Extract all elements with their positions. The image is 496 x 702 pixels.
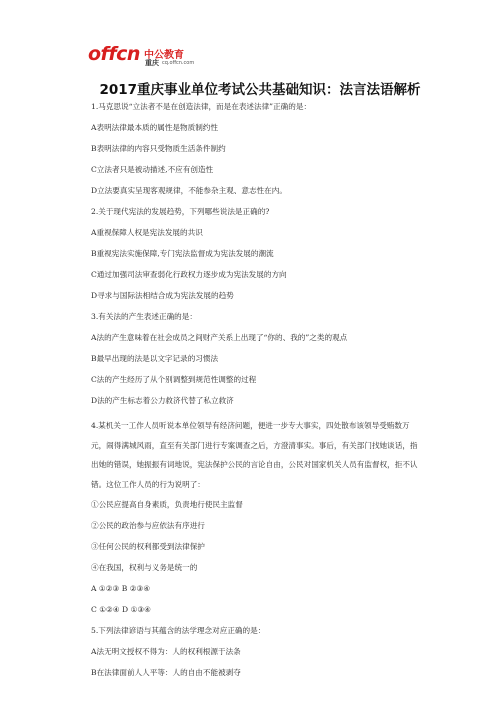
text-line: 2.关于现代宪法的发展趋势，下列哪些说法是正确的? — [91, 207, 270, 216]
text-line: C法的产生经历了从个别调整到规范性调整的过程 — [91, 375, 257, 384]
text-line: A重视保障人权是宪法发展的共识 — [91, 228, 203, 237]
document-body — [91, 101, 421, 688]
offcn-logo — [88, 44, 218, 74]
text-line: 5.下列法律谚语与其蕴含的法学理念对应正确的是： — [91, 625, 266, 635]
text-line: A表明法律最本质的属性是物质制约性 — [91, 123, 218, 132]
text-line: D法的产生标志着公力救济代替了私立救济 — [91, 396, 234, 405]
text-line: ①公民应提高自身素质，负责地行使民主监督 — [91, 499, 243, 509]
text-line: D立法要真实呈现客观规律，不能参杂主观、意志性在内。 — [91, 186, 287, 195]
text-line: A ①②③ B ②③④ — [91, 583, 151, 593]
text-line: A法的产生意味着在社会成员之间财产关系上出现了“你的、我的”之类的观点 — [91, 333, 348, 342]
logo-city: 重庆 — [145, 59, 159, 67]
text-line: C立法者只是被动描述,不应有创造性 — [91, 165, 214, 174]
text-line: ③任何公民的权利都受到法律保护 — [91, 541, 205, 551]
text-line: D寻求与国际法相结合成为宪法发展的趋势 — [91, 291, 234, 300]
question-paragraph: 4.某机关一工作人员听说本单位领导有经济问题，便进一步专大事实，四处散布该领导受贿数万元，闹得满城风雨，直至有关部门进行专案调查之后，方澄清事实。事后，有关部门找她谈话，指出她的错误，她振振有词地说，宪法保护公民的言论自由，公民对国家机关人员有监督权，拒不认错。这位工作人员的行为说明了： — [91, 421, 418, 490]
text-line: B最早出现的法是以文字记录的习惯法 — [91, 354, 219, 363]
text-line: C通过加强司法审查弱化行政权力逐步成为宪法发展的方向 — [91, 270, 287, 279]
text-line: C ①②④ D ①③④ — [91, 604, 151, 614]
text-line: ②公民的政治参与应依法有序进行 — [91, 520, 205, 530]
text-line: A法无明文授权不得为：人的权利根源于法条 — [91, 646, 241, 656]
text-line: ④在我国，权利与义务是统一的 — [91, 562, 198, 572]
text-line: 3.有关法的产生表述正确的是： — [91, 312, 197, 321]
logo-brand: offcn — [88, 43, 140, 65]
text-line: B重视宪法实施保障,专门宪法监督成为宪法发展的潮流 — [91, 249, 274, 258]
text-line: B在法律面前人人平等：人的自由不能被剥夺 — [91, 667, 241, 677]
logo-brand-cn: 中公教育 — [144, 50, 184, 61]
logo-url: cq.offcn.com — [162, 60, 195, 66]
document-title: 2017重庆事业单位考试公共基础知识：法言法语解析 — [99, 82, 421, 98]
text-line: 1.马克思说“立法者不是在创造法律，而是在表述法律”正确的是： — [91, 102, 312, 111]
text-line: B表明法律的内容只受物质生活条件制约 — [91, 144, 226, 153]
